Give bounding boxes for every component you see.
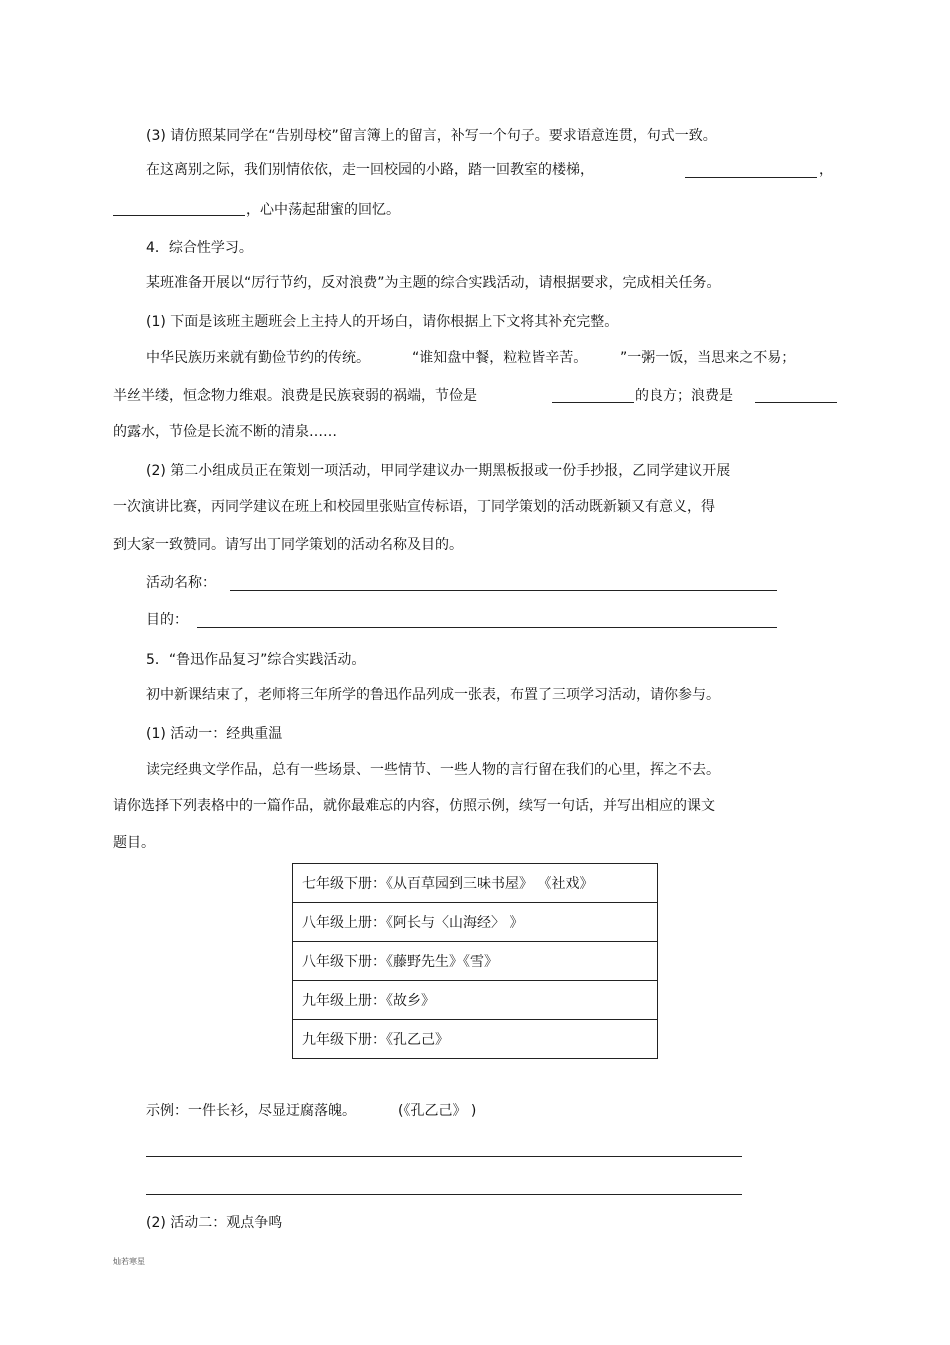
table-row [293,864,658,903]
q3-comma: ， [819,162,833,178]
table-cell: 九年级上册：《故乡》 [293,981,658,1020]
table-cell: 七年级下册：《从百草园到三味书屋》 《社戏》 [293,864,658,903]
q3-blank-1[interactable] [685,177,817,178]
q4-sub1: (1) 下面是该班主题班会上主持人的开场白，请你根据上下文将其补充完整。 [146,314,619,330]
q5-example: 示例：一件长衫，尽显迂腐落魄。 [146,1103,356,1119]
table-cell: 八年级上册：《阿长与〈山海经〉 》 [293,903,658,942]
q4-para-b: “谁知盘中餐，粒粒皆辛苦。 [412,350,588,366]
table-row [293,981,658,1020]
lu-xun-works-table [292,863,658,1059]
q5-activity1: (1) 活动一：经典重温 [146,726,283,742]
q5-desc-line1: 读完经典文学作品，总有一些场景、一些情节、一些人物的言行留在我们的心里，挥之不去。 [146,762,720,778]
activity-purpose-blank[interactable] [197,627,777,628]
q4-para-e: 的良方；浪费是 [635,388,733,404]
table-row [293,1020,658,1059]
q4-sub2-line2: 一次演讲比赛，丙同学建议在班上和校园里张贴宣传标语，丁同学策划的活动既新颖又有意义，得 [113,499,715,515]
activity-name-label: 活动名称： [146,575,216,591]
answer-line-1[interactable] [146,1156,742,1157]
q4-blank-2[interactable] [755,402,837,403]
q3-blank-2[interactable] [113,215,245,216]
page-footer: 灿若寒星 [113,1257,145,1266]
activity-name-blank[interactable] [230,590,777,591]
q5-title: 5．“鲁迅作品复习”综合实践活动。 [146,652,366,668]
q4-para-c: ”一粥一饭，当思来之不易； [620,350,796,366]
q4-blank-1[interactable] [552,402,634,403]
table-cell: 九年级下册：《孔乙己》 [293,1020,658,1059]
table-row [293,903,658,942]
q4-intro: 某班准备开展以“厉行节约，反对浪费”为主题的综合实践活动，请根据要求，完成相关任务。 [146,275,721,291]
q4-para-f: 的露水，节俭是长流不断的清泉…… [113,424,337,440]
q5-intro: 初中新课结束了，老师将三年所学的鲁迅作品列成一张表，布置了三项学习活动，请你参与。 [146,687,720,703]
q4-sub2-line3: 到大家一致赞同。请写出丁同学策划的活动名称及目的。 [113,537,463,553]
q3-line2-end: ，心中荡起甜蜜的回忆。 [246,202,400,218]
q4-para-a: 中华民族历来就有勤俭节约的传统。 [146,350,370,366]
q5-desc-line3: 题目。 [113,835,155,851]
q5-example-ref: (《孔乙己》 ) [398,1103,477,1119]
q5-activity2: (2) 活动二：观点争鸣 [146,1215,283,1231]
answer-line-2[interactable] [146,1194,742,1195]
table-row [293,942,658,981]
q4-sub2-line1: (2) 第二小组成员正在策划一项活动，甲同学建议办一期黑板报或一份手抄报，乙同学建议开展 [146,463,731,479]
activity-purpose-label: 目的： [146,612,188,628]
table-cell: 八年级下册：《藤野先生》《雪》 [293,942,658,981]
q4-para-d: 半丝半缕，恒念物力维艰。浪费是民族衰弱的祸端，节俭是 [113,388,477,404]
q3-line1: 在这离别之际，我们别情依依，走一回校园的小路，踏一回教室的楼梯， [146,162,594,178]
q3-prompt: (3) 请仿照某同学在“告别母校”留言簿上的留言，补写一个句子。要求语意连贯，句式一致。 [146,128,717,144]
q4-title: 4．综合性学习。 [146,240,253,256]
q5-desc-line2: 请你选择下列表格中的一篇作品，就你最难忘的内容，仿照示例，续写一句话，并写出相应的课文 [113,798,715,814]
